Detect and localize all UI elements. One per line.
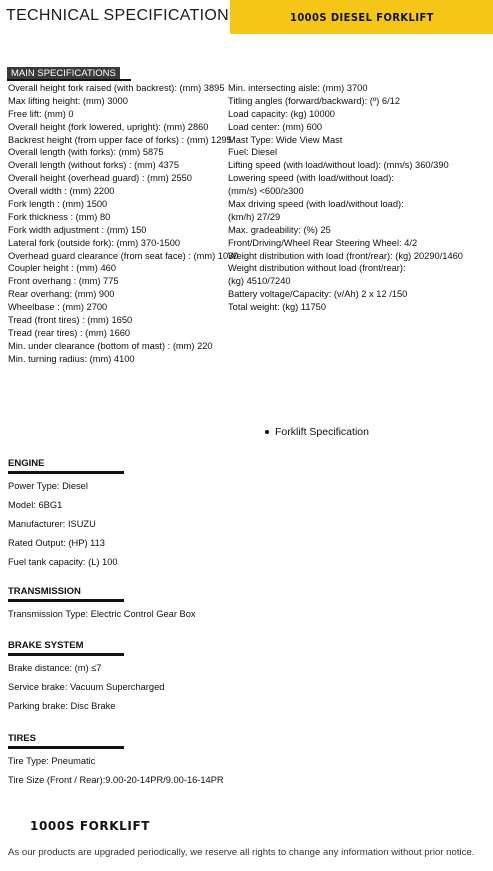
- specs-left-column: [8, 82, 238, 366]
- brake-system-section: [8, 640, 164, 716]
- model-banner: [230, 0, 493, 34]
- bullet-text: Forklift Specification: [275, 426, 369, 438]
- spec-line: (mm/s) <600/≥300: [228, 186, 304, 197]
- spec-line: Max driving speed (with load/without load):: [228, 199, 404, 210]
- spec-item: Manufacturer: ISUZU: [8, 519, 96, 529]
- spec-line: Fuel: Diesel: [228, 147, 278, 158]
- section-rule: [8, 471, 124, 474]
- spec-item: Rated Output: (HP) 113: [8, 538, 105, 548]
- spec-line: Overall width : (mm) 2200: [8, 186, 115, 197]
- spec-line: Overall height (overhead guard) : (mm) 2550: [8, 173, 192, 184]
- spec-line: Wheelbase : (mm) 2700: [8, 302, 108, 313]
- footer-logo: 1000S FORKLIFT: [30, 819, 151, 833]
- section-heading: TIRES: [8, 733, 36, 744]
- section-heading: TRANSMISSION: [8, 586, 81, 597]
- spec-line: Free lift: (mm) 0: [8, 108, 74, 119]
- spec-line: Overall length (with forks): (mm) 5875: [8, 147, 164, 158]
- spec-line: Rear overhang: (mm) 900: [8, 289, 115, 300]
- spec-item: Transmission Type: Electric Control Gear Box: [8, 609, 196, 619]
- spec-line: Tread (rear tires) : (mm) 1660: [8, 327, 131, 338]
- model-banner-text: 1000S DIESEL FORKLIFT: [289, 10, 434, 24]
- section-heading: BRAKE SYSTEM: [8, 640, 84, 651]
- main-specifications-heading: MAIN SPECIFICATIONS: [7, 67, 120, 80]
- spec-line: Fork width adjustment : (mm) 150: [8, 224, 147, 235]
- spec-line: Titling angles (forward/backward): (º) 6/12: [228, 95, 401, 106]
- spec-line: (km/h) 27/29: [228, 211, 281, 222]
- spec-line: Coupler height : (mm) 460: [8, 263, 116, 274]
- section-heading: ENGINE: [8, 458, 45, 469]
- footer-disclaimer: As our products are upgraded periodically, we reserve all rights to change any information without prior notice.: [8, 847, 475, 858]
- transmission-section: [8, 586, 196, 624]
- spec-line: Fork thickness : (mm) 80: [8, 211, 111, 222]
- spec-line: Lifting speed (with load/without load): (mm/s) 360/390: [228, 160, 449, 171]
- spec-line: Mast Type: Wide View Mast: [228, 134, 343, 145]
- spec-line: Battery voltage/Capacity: (v/Ah) 2 x 12 /150: [228, 289, 408, 300]
- spec-item: Fuel tank capacity: (L) 100: [8, 557, 118, 567]
- spec-item: Service brake: Vacuum Supercharged: [8, 682, 165, 692]
- spec-line: Tread (front tires) : (mm) 1650: [8, 315, 133, 326]
- spec-line: Overall height (fork lowered, upright): (mm) 2860: [8, 121, 209, 132]
- spec-line: Min. turning radius: (mm) 4100: [8, 353, 135, 364]
- spec-line: (kg) 4510/7240: [228, 276, 291, 287]
- spec-line: Overall height fork raised (with backrest): (mm) 3895: [8, 83, 225, 93]
- spec-line: Overall length (without forks) : (mm) 4375: [8, 160, 180, 171]
- section-rule: [8, 746, 124, 749]
- spec-item: Tire Type: Pneumatic: [8, 756, 96, 766]
- spec-line: Max. gradeability: (%) 25: [228, 224, 331, 235]
- spec-item: Brake distance: (m) ≤7: [8, 663, 102, 673]
- spec-line: Overhead guard clearance (from seat face) : (mm) 1030: [8, 250, 239, 261]
- tires-section: [8, 733, 224, 790]
- spec-item: Power Type: Diesel: [8, 481, 88, 491]
- spec-line: Max lifting height: (mm) 3000: [8, 95, 128, 106]
- spec-item: Tire Size (Front / Rear):9.00-20-14PR/9.00-16-14PR: [8, 775, 224, 785]
- spec-line: Load center: (mm) 600: [228, 121, 323, 132]
- spec-line: Backrest height (from upper face of forks) : (mm) 1295: [8, 134, 232, 145]
- spec-item: Parking brake: Disc Brake: [8, 701, 116, 711]
- section-rule: [8, 599, 124, 602]
- section-rule: [8, 653, 124, 656]
- specs-right-column: [228, 82, 463, 314]
- spec-line: Front overhang : (mm) 775: [8, 276, 119, 287]
- spec-line: Min. intersecting aisle: (mm) 3700: [228, 83, 368, 93]
- engine-section: [8, 458, 124, 572]
- spec-line: Min. under clearance (bottom of mast) : (mm) 220: [8, 340, 213, 351]
- spec-line: Fork length : (mm) 1500: [8, 199, 108, 210]
- main-specifications-rule: [7, 79, 131, 81]
- spec-item: Model: 6BG1: [8, 500, 63, 510]
- spec-line: Load capacity: (kg) 10000: [228, 108, 335, 119]
- page-title: TECHNICAL SPECIFICATION: [6, 7, 229, 24]
- spec-line: Total weight: (kg) 11750: [228, 302, 327, 313]
- spec-line: Front/Driving/Wheel Rear Steering Wheel: 4/2: [228, 237, 418, 248]
- spec-line: Weight distribution without load (front/rear):: [228, 263, 406, 274]
- forklift-specification-bullet: [265, 426, 369, 438]
- spec-line: Lateral fork (outside fork): (mm) 370-1500: [8, 237, 181, 248]
- bullet-dot-icon: [265, 430, 269, 434]
- spec-line: Weight distribution with load (front/rear): (kg) 20290/1460: [228, 250, 463, 261]
- spec-line: Lowering speed (with load/without load):: [228, 173, 394, 184]
